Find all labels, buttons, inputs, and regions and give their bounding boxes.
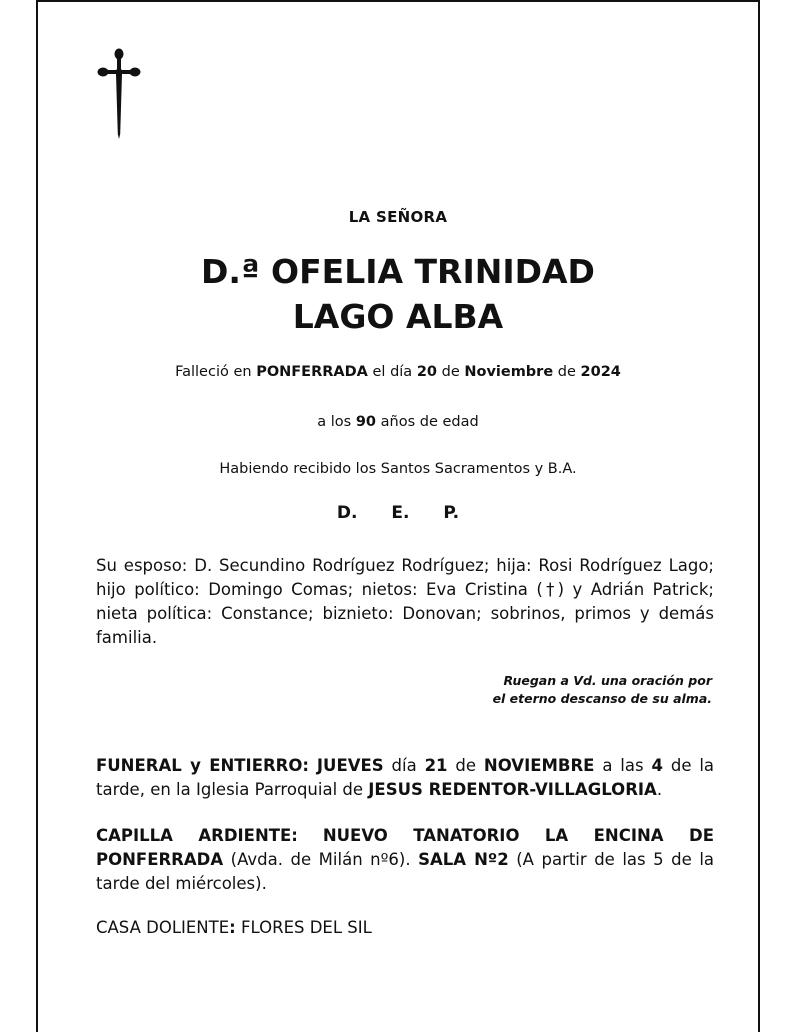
funeral-day-label: día (391, 756, 417, 775)
funeral-day: 21 (424, 756, 448, 775)
capilla-address: (Avda. de Milán nº6). (230, 850, 411, 869)
capilla-colon: : (291, 826, 298, 845)
casa-value: FLORES DEL SIL (241, 918, 372, 937)
capilla-note: (A partir de las 5 de la tarde del miércoles). (96, 850, 715, 893)
death-place: PONFERRADA (256, 364, 368, 380)
death-of1: de (441, 364, 460, 380)
death-year: 2024 (580, 364, 621, 380)
capilla-info (96, 824, 714, 896)
age-suffix: años de edad (380, 414, 479, 430)
funeral-time-suffix: de la tarde, (96, 756, 715, 799)
capilla-room: SALA Nº2 (418, 850, 509, 869)
casa-colon: : (229, 918, 236, 937)
prayer-request (412, 672, 712, 708)
death-day-label: el día (372, 364, 413, 380)
dep-text: D. E. P. (336, 503, 460, 523)
prayer-line2: el eterno descanso de su alma. (492, 691, 712, 706)
funeral-church-prefix: en la Iglesia Parroquial de (150, 780, 364, 799)
death-of2: de (557, 364, 576, 380)
casa-doliente (96, 916, 714, 940)
death-info (36, 364, 760, 380)
death-prefix: Falleció en (175, 364, 252, 380)
funeral-time-prefix: a las (602, 756, 644, 775)
age-years: 90 (355, 414, 377, 430)
funeral-label: FUNERAL y ENTIERRO (96, 756, 303, 775)
funeral-month: NOVIEMBRE (483, 756, 595, 775)
funeral-of: de (455, 756, 477, 775)
deceased-name-line2: LAGO ALBA (292, 297, 504, 336)
prayer-line1: Ruegan a Vd. una oración por (503, 673, 712, 688)
funeral-info (96, 754, 714, 802)
death-day: 20 (416, 364, 437, 380)
deceased-name-line1: D.ª OFELIA TRINIDAD (201, 252, 595, 291)
age-info (36, 414, 760, 430)
death-month: Noviembre (464, 364, 554, 380)
age-prefix: a los (317, 414, 352, 430)
funeral-end: . (656, 780, 663, 799)
capilla-place: NUEVO TANATORIO LA ENCINA DE PONFERRADA (96, 826, 714, 869)
cross-icon (97, 46, 141, 140)
funeral-hour: 4 (651, 756, 663, 775)
sacraments: Habiendo recibido los Santos Sacramentos y B.A. (219, 461, 577, 477)
funeral-colon: : (302, 756, 310, 775)
funeral-weekday: JUEVES (316, 756, 384, 775)
title: LA SEÑORA (348, 208, 448, 226)
family-list: Su esposo: D. Secundino Rodríguez Rodríguez; hija: Rosi Rodríguez Lago; hijo político: Domingo Comas; nietos: Eva Cristina (†) y Adrián Patrick; nieta política: Constance; biznieto: Donovan; sobrinos, primos y demás familia. (96, 556, 714, 647)
casa-label: CASA DOLIENTE (96, 918, 230, 937)
capilla-label: CAPILLA ARDIENTE (96, 826, 292, 845)
funeral-church: JESUS REDENTOR-VILLAGLORIA (368, 780, 657, 799)
